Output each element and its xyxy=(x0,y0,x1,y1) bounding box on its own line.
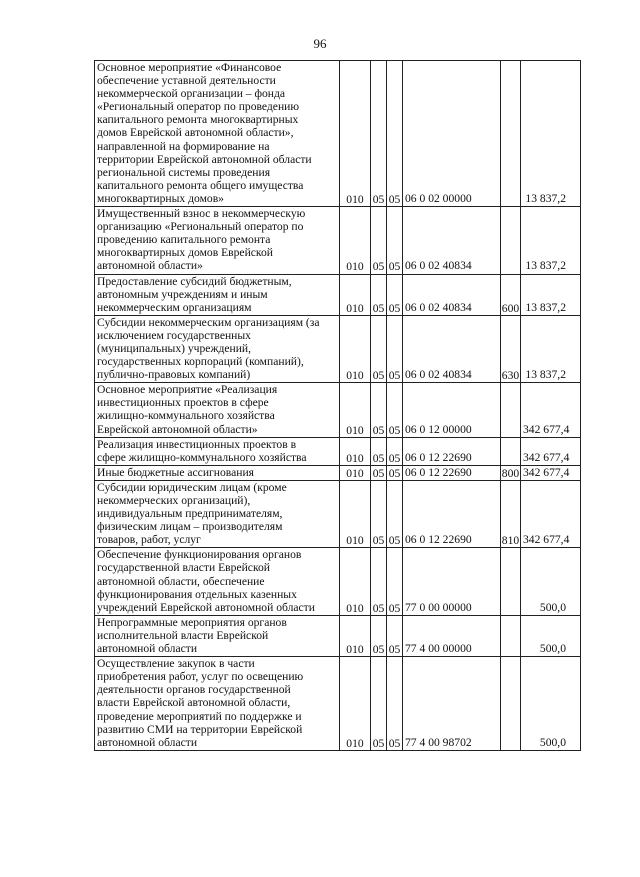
row-name: Иные бюджетные ассигнования xyxy=(95,465,340,480)
table-row xyxy=(95,615,581,656)
ministry-code: 010 xyxy=(340,207,371,274)
target-article-code: 06 0 12 22690 xyxy=(403,465,501,480)
expense-type-code xyxy=(501,207,521,274)
amount-value: 13 837,2 xyxy=(521,315,581,382)
table-row xyxy=(95,437,581,465)
ministry-code: 010 xyxy=(340,61,371,207)
row-name: Предоставление субсидий бюджетным, автономным учреждениям и иным некоммерческим организациям xyxy=(95,274,340,315)
section-code: 05 xyxy=(371,274,387,315)
section-code: 05 xyxy=(371,207,387,274)
target-article-code: 77 4 00 00000 xyxy=(403,615,501,656)
target-article-code: 06 0 02 00000 xyxy=(403,61,501,207)
target-article-code: 06 0 12 00000 xyxy=(403,383,501,437)
row-name: Субсидии юридическим лицам (кроме некоммерческих организаций), индивидуальным предпринимателям, физическим лицам – производителям товаров, работ, услуг xyxy=(95,480,340,547)
row-name: Реализация инвестиционных проектов в сфере жилищно-коммунального хозяйства xyxy=(95,437,340,465)
expense-type-code: 600 xyxy=(501,274,521,315)
section-code: 05 xyxy=(371,548,387,615)
subsection-code: 05 xyxy=(387,548,403,615)
section-code: 05 xyxy=(371,437,387,465)
amount-value: 500,0 xyxy=(521,657,581,751)
section-code: 05 xyxy=(371,315,387,382)
row-name: Обеспечение функционирования органов государственной власти Еврейской автономной области, обеспечение функционирования отдельных казенных учреждений Еврейской автономной области xyxy=(95,548,340,615)
ministry-code: 010 xyxy=(340,437,371,465)
ministry-code: 010 xyxy=(340,480,371,547)
table-row xyxy=(95,207,581,274)
expense-type-code xyxy=(501,383,521,437)
section-code: 05 xyxy=(371,657,387,751)
subsection-code: 05 xyxy=(387,615,403,656)
target-article-code: 06 0 12 22690 xyxy=(403,437,501,465)
subsection-code: 05 xyxy=(387,437,403,465)
subsection-code: 05 xyxy=(387,383,403,437)
expense-type-code: 630 xyxy=(501,315,521,382)
section-code: 05 xyxy=(371,61,387,207)
ministry-code: 010 xyxy=(340,548,371,615)
budget-table-body xyxy=(95,61,581,751)
table-row xyxy=(95,274,581,315)
target-article-code: 77 4 00 98702 xyxy=(403,657,501,751)
ministry-code: 010 xyxy=(340,615,371,656)
section-code: 05 xyxy=(371,480,387,547)
ministry-code: 010 xyxy=(340,383,371,437)
subsection-code: 05 xyxy=(387,274,403,315)
target-article-code: 06 0 12 22690 xyxy=(403,480,501,547)
expense-type-code: 810 xyxy=(501,480,521,547)
subsection-code: 05 xyxy=(387,207,403,274)
expense-type-code xyxy=(501,548,521,615)
amount-value: 342 677,4 xyxy=(521,437,581,465)
amount-value: 342 677,4 xyxy=(521,383,581,437)
table-row xyxy=(95,465,581,480)
target-article-code: 77 0 00 00000 xyxy=(403,548,501,615)
subsection-code: 05 xyxy=(387,657,403,751)
expense-type-code: 800 xyxy=(501,466,520,480)
table-row xyxy=(95,480,581,547)
row-name: Осуществление закупок в части приобретения работ, услуг по освещению деятельности органов государственной власти Еврейской автономной области, проведение мероприятий по поддержке и развитию СМИ на территории Еврейской автономной области xyxy=(95,657,340,751)
amount-value: 342 677,4 xyxy=(521,465,581,480)
subsection-code: 05 xyxy=(387,480,403,547)
ministry-code: 010 xyxy=(340,657,371,751)
row-name: Субсидии некоммерческим организациям (за исключением государственных (муниципальных) учреждений, государственных корпораций (компаний), публично-правовых компаний) xyxy=(95,315,340,382)
ministry-code: 010 xyxy=(340,315,371,382)
target-article-code: 06 0 02 40834 xyxy=(403,274,501,315)
row-name: Имущественный взнос в некоммерческую организацию «Региональный оператор по проведению капитального ремонта многоквартирных домов Еврейской автономной области» xyxy=(95,207,340,274)
amount-value: 13 837,2 xyxy=(521,274,581,315)
budget-table xyxy=(94,60,581,751)
row-name: Основное мероприятие «Финансовое обеспечение уставной деятельности некоммерческой организации – фонда «Региональный оператор по проведению капитального ремонта многоквартирных домов Еврейской автономной области», направленной на формирование на территории Еврейской автономной области региональной системы проведения капитального ремонта общего имущества многоквартирных домов» xyxy=(95,61,340,207)
row-name: Непрограммные мероприятия органов исполнительной власти Еврейской автономной области xyxy=(95,615,340,656)
expense-type-code xyxy=(501,657,521,751)
section-code: 05 xyxy=(371,383,387,437)
subsection-code: 05 xyxy=(387,315,403,382)
table-row xyxy=(95,548,581,615)
expense-type-code xyxy=(501,61,521,207)
target-article-code: 06 0 02 40834 xyxy=(403,207,501,274)
section-code: 05 xyxy=(371,465,387,480)
subsection-code: 05 xyxy=(387,465,403,480)
amount-value: 500,0 xyxy=(521,548,581,615)
subsection-code: 05 xyxy=(387,61,403,207)
amount-value: 13 837,2 xyxy=(521,207,581,274)
ministry-code: 010 xyxy=(340,465,371,480)
row-name: Основное мероприятие «Реализация инвестиционных проектов в сфере жилищно-коммунального хозяйства Еврейской автономной области» xyxy=(95,383,340,437)
table-row xyxy=(95,61,581,207)
expense-type-code xyxy=(501,437,521,465)
amount-value: 342 677,4 xyxy=(521,480,581,547)
table-row xyxy=(95,383,581,437)
amount-value: 13 837,2 xyxy=(521,61,581,207)
table-row xyxy=(95,657,581,751)
target-article-code: 06 0 02 40834 xyxy=(403,315,501,382)
amount-value: 500,0 xyxy=(521,615,581,656)
table-row xyxy=(95,315,581,382)
expense-type-code xyxy=(501,615,521,656)
page-number: 96 xyxy=(313,36,327,51)
ministry-code: 010 xyxy=(340,274,371,315)
section-code: 05 xyxy=(371,615,387,656)
